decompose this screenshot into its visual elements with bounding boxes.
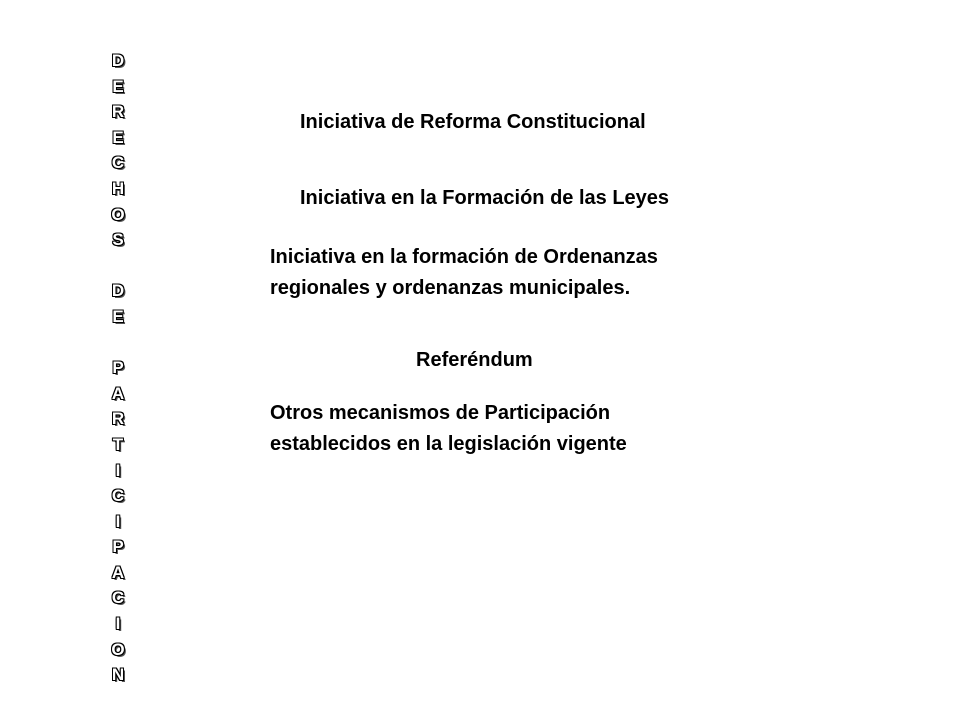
item-reforma-constitucional — [300, 107, 646, 138]
title-letter: T — [112, 434, 124, 454]
item-otros-mecanismos — [270, 398, 627, 460]
title-letter: A — [111, 562, 125, 582]
item-text: Referéndum — [416, 349, 533, 371]
title-letter: O — [111, 639, 125, 659]
item-text-line-1: Otros mecanismos de Participación — [270, 402, 611, 424]
title-letter: A — [111, 383, 125, 403]
title-letter: I — [115, 460, 121, 480]
item-text: Iniciativa de Reforma Constitucional — [300, 111, 646, 133]
title-letter: S — [112, 230, 124, 250]
item-referendum — [416, 345, 533, 376]
vertical-title-derechos-de-participacion — [100, 48, 136, 688]
title-letter: P — [112, 358, 124, 378]
title-letter: E — [112, 127, 124, 147]
title-letter: P — [112, 537, 124, 557]
title-letter: C — [111, 153, 125, 173]
item-text-line-1: Iniciativa en la formación de Ordenanzas — [270, 246, 658, 268]
title-letter: N — [111, 665, 125, 685]
item-formacion-leyes — [300, 183, 669, 214]
title-letter: C — [111, 588, 125, 608]
item-ordenanzas — [270, 242, 658, 304]
item-text-line-2: establecidos en la legislación vigente — [270, 433, 627, 455]
item-text-line-2: regionales y ordenanzas municipales. — [270, 277, 631, 299]
title-letter: O — [111, 204, 125, 224]
title-letter: D — [111, 51, 125, 70]
title-letter: D — [111, 281, 125, 301]
title-letter: I — [115, 511, 121, 531]
title-letter: I — [115, 614, 121, 634]
title-letter: E — [112, 306, 124, 326]
item-text: Iniciativa en la Formación de las Leyes — [300, 187, 670, 209]
title-letter: R — [111, 409, 125, 429]
title-letter: R — [111, 102, 125, 122]
title-letter: E — [112, 76, 124, 96]
title-letter: H — [111, 178, 125, 198]
title-letter: C — [111, 486, 125, 506]
